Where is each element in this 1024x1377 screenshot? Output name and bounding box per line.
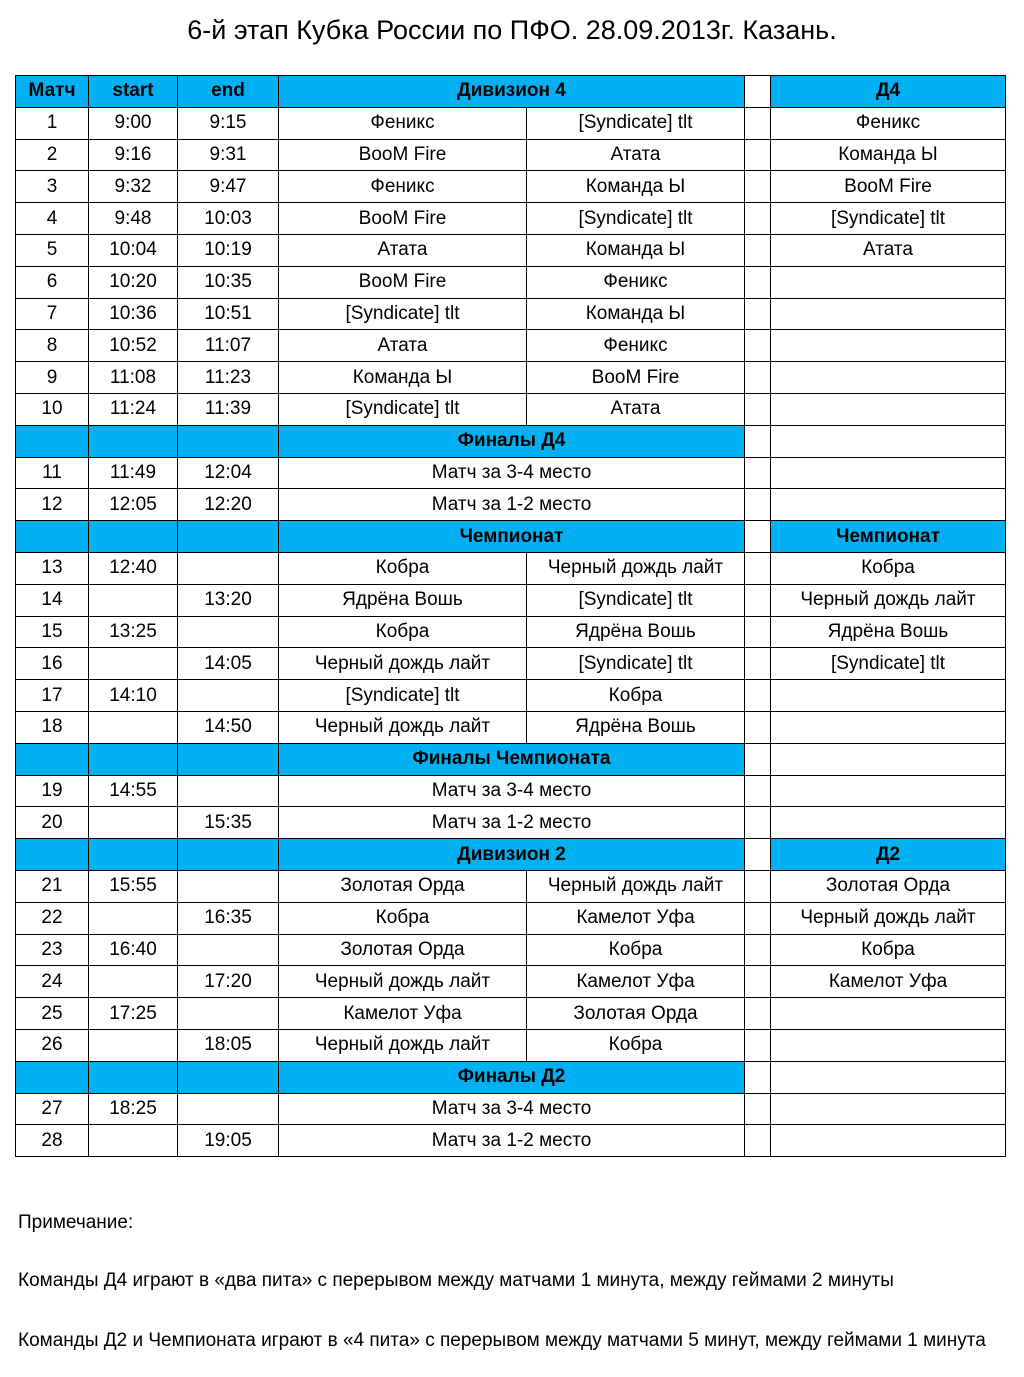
standing-team: [771, 489, 1006, 521]
start-time: 18:25: [89, 1093, 178, 1125]
start-time: 11:08: [89, 362, 178, 394]
start-time: 14:10: [89, 680, 178, 712]
spacer-cell: [745, 330, 771, 362]
spacer-cell: [745, 648, 771, 680]
team-1: BooM Fire: [279, 266, 527, 298]
end-time: 9:15: [178, 107, 279, 139]
team-1: Камелот Уфа: [279, 998, 527, 1030]
team-1: Команда Ы: [279, 362, 527, 394]
final-label: Матч за 3-4 место: [279, 1093, 745, 1125]
team-1: Черный дождь лайт: [279, 966, 527, 998]
section-blank-cell: [178, 425, 279, 457]
end-time: 10:19: [178, 234, 279, 266]
spacer-cell: [745, 489, 771, 521]
match-number: 23: [16, 934, 89, 966]
match-row: [16, 680, 1006, 712]
team-1: Ядрёна Вошь: [279, 584, 527, 616]
spacer-cell: [745, 552, 771, 584]
team-2: [Syndicate] tlt: [527, 648, 745, 680]
end-time: 9:47: [178, 171, 279, 203]
match-row: [16, 934, 1006, 966]
standing-team: [771, 1029, 1006, 1061]
match-number: 17: [16, 680, 89, 712]
standing-team: [771, 1125, 1006, 1157]
team-2: Кобра: [527, 680, 745, 712]
notes-d4: Команды Д4 играют в «два пита» с перерывом между матчами 1 минута, между геймами 2 минуты: [18, 1270, 894, 1291]
final-row: [16, 1093, 1006, 1125]
match-row: [16, 139, 1006, 171]
start-time: [89, 966, 178, 998]
end-time: [178, 934, 279, 966]
spacer-cell: [745, 934, 771, 966]
section-right-title: Д2: [771, 839, 1006, 871]
match-number: 25: [16, 998, 89, 1030]
final-row: [16, 807, 1006, 839]
end-time: 11:39: [178, 393, 279, 425]
section-right-title: Чемпионат: [771, 521, 1006, 553]
spacer-cell: [745, 870, 771, 902]
end-time: 16:35: [178, 902, 279, 934]
spacer-cell: [745, 203, 771, 235]
end-time: 14:50: [178, 711, 279, 743]
section-blank-cell: [89, 743, 178, 775]
start-time: 13:25: [89, 616, 178, 648]
match-row: [16, 107, 1006, 139]
spacer-cell: [745, 1029, 771, 1061]
section-right-title: [771, 425, 1006, 457]
match-row: [16, 552, 1006, 584]
team-2: Черный дождь лайт: [527, 552, 745, 584]
start-time: 9:48: [89, 203, 178, 235]
section-right-title: [771, 743, 1006, 775]
start-time: [89, 584, 178, 616]
match-number: 8: [16, 330, 89, 362]
start-time: [89, 902, 178, 934]
match-number: 14: [16, 584, 89, 616]
header-row: [16, 76, 1006, 108]
end-time: 10:03: [178, 203, 279, 235]
spacer-cell: [745, 171, 771, 203]
standing-team: Кобра: [771, 934, 1006, 966]
start-time: 14:55: [89, 775, 178, 807]
notes: [18, 1208, 1008, 1356]
section-blank-cell: [89, 521, 178, 553]
notes-label: Примечание:: [18, 1212, 134, 1233]
spacer-cell: [745, 76, 771, 108]
final-row: [16, 489, 1006, 521]
start-time: 9:00: [89, 107, 178, 139]
spacer-cell: [745, 521, 771, 553]
spacer-cell: [745, 1125, 771, 1157]
spacer-cell: [745, 584, 771, 616]
team-2: Атата: [527, 393, 745, 425]
schedule-table: [15, 75, 1006, 1157]
team-1: [Syndicate] tlt: [279, 298, 527, 330]
team-2: [Syndicate] tlt: [527, 107, 745, 139]
section-right-title: [771, 1061, 1006, 1093]
match-row: [16, 648, 1006, 680]
standing-team: Черный дождь лайт: [771, 584, 1006, 616]
team-2: Ядрёна Вошь: [527, 711, 745, 743]
match-number: 13: [16, 552, 89, 584]
match-number: 24: [16, 966, 89, 998]
match-number: 4: [16, 203, 89, 235]
match-row: [16, 362, 1006, 394]
end-time: 9:31: [178, 139, 279, 171]
team-2: BooM Fire: [527, 362, 745, 394]
standing-team: [771, 807, 1006, 839]
spacer-cell: [745, 1093, 771, 1125]
start-time: 15:55: [89, 870, 178, 902]
spacer-cell: [745, 139, 771, 171]
standing-team: [771, 1093, 1006, 1125]
team-2: Атата: [527, 139, 745, 171]
standing-team: [771, 775, 1006, 807]
final-label: Матч за 3-4 место: [279, 775, 745, 807]
spacer-cell: [745, 680, 771, 712]
match-row: [16, 584, 1006, 616]
section-title: Финалы Д2: [279, 1061, 745, 1093]
spacer-cell: [745, 393, 771, 425]
end-time: 11:07: [178, 330, 279, 362]
team-2: Феникс: [527, 330, 745, 362]
match-row: [16, 330, 1006, 362]
end-time: 11:23: [178, 362, 279, 394]
section-blank-cell: [178, 1061, 279, 1093]
start-time: 11:49: [89, 457, 178, 489]
header-division: Дивизион 4: [279, 76, 745, 108]
match-row: [16, 711, 1006, 743]
standing-team: [771, 330, 1006, 362]
match-number: 18: [16, 711, 89, 743]
team-1: Атата: [279, 330, 527, 362]
end-time: 18:05: [178, 1029, 279, 1061]
start-time: 12:40: [89, 552, 178, 584]
start-time: [89, 711, 178, 743]
match-row: [16, 870, 1006, 902]
section-blank-cell: [178, 839, 279, 871]
section-title: Чемпионат: [279, 521, 745, 553]
start-time: 10:36: [89, 298, 178, 330]
standing-team: [771, 680, 1006, 712]
match-row: [16, 902, 1006, 934]
match-number: 10: [16, 393, 89, 425]
match-row: [16, 966, 1006, 998]
match-number: 28: [16, 1125, 89, 1157]
start-time: 10:04: [89, 234, 178, 266]
match-number: 21: [16, 870, 89, 902]
section-blank-cell: [16, 743, 89, 775]
match-number: 15: [16, 616, 89, 648]
spacer-cell: [745, 107, 771, 139]
start-time: [89, 648, 178, 680]
final-row: [16, 457, 1006, 489]
match-row: [16, 203, 1006, 235]
end-time: 10:35: [178, 266, 279, 298]
standing-team: Команда Ы: [771, 139, 1006, 171]
section-row: [16, 743, 1006, 775]
team-1: Черный дождь лайт: [279, 648, 527, 680]
final-label: Матч за 1-2 место: [279, 1125, 745, 1157]
start-time: 9:32: [89, 171, 178, 203]
spacer-cell: [745, 1061, 771, 1093]
team-2: Феникс: [527, 266, 745, 298]
standing-team: Черный дождь лайт: [771, 902, 1006, 934]
end-time: 12:20: [178, 489, 279, 521]
match-number: 22: [16, 902, 89, 934]
team-1: Феникс: [279, 171, 527, 203]
end-time: 15:35: [178, 807, 279, 839]
spacer-cell: [745, 362, 771, 394]
match-number: 7: [16, 298, 89, 330]
end-time: [178, 1093, 279, 1125]
match-number: 2: [16, 139, 89, 171]
standing-team: Феникс: [771, 107, 1006, 139]
match-number: 1: [16, 107, 89, 139]
match-row: [16, 266, 1006, 298]
start-time: [89, 1125, 178, 1157]
end-time: 13:20: [178, 584, 279, 616]
match-number: 16: [16, 648, 89, 680]
section-row: [16, 521, 1006, 553]
header-match: Матч: [16, 76, 89, 108]
standing-team: [771, 457, 1006, 489]
end-time: 10:51: [178, 298, 279, 330]
start-time: 11:24: [89, 393, 178, 425]
start-time: [89, 1029, 178, 1061]
standing-team: [Syndicate] tlt: [771, 203, 1006, 235]
standing-team: [Syndicate] tlt: [771, 648, 1006, 680]
standing-team: Ядрёна Вошь: [771, 616, 1006, 648]
header-end: end: [178, 76, 279, 108]
spacer-cell: [745, 234, 771, 266]
standing-team: BooM Fire: [771, 171, 1006, 203]
match-row: [16, 393, 1006, 425]
spacer-cell: [745, 966, 771, 998]
end-time: [178, 870, 279, 902]
match-number: 20: [16, 807, 89, 839]
standing-team: [771, 998, 1006, 1030]
section-row: [16, 839, 1006, 871]
team-1: Кобра: [279, 552, 527, 584]
match-number: 12: [16, 489, 89, 521]
standing-team: Золотая Орда: [771, 870, 1006, 902]
section-blank-cell: [89, 1061, 178, 1093]
start-time: 12:05: [89, 489, 178, 521]
match-number: 6: [16, 266, 89, 298]
team-1: Черный дождь лайт: [279, 711, 527, 743]
notes-d2: Команды Д2 и Чемпионата играют в «4 пита» с перерывом между матчами 5 минут, между геймами 1 минута: [18, 1330, 986, 1351]
section-blank-cell: [16, 425, 89, 457]
team-1: BooM Fire: [279, 139, 527, 171]
team-2: Команда Ы: [527, 171, 745, 203]
section-title: Финалы Д4: [279, 425, 745, 457]
end-time: 19:05: [178, 1125, 279, 1157]
standing-team: [771, 711, 1006, 743]
spacer-cell: [745, 775, 771, 807]
page-title: 6-й этап Кубка России по ПФО. 28.09.2013г. Казань.: [187, 15, 837, 45]
team-1: [Syndicate] tlt: [279, 680, 527, 712]
spacer-cell: [745, 266, 771, 298]
match-number: 3: [16, 171, 89, 203]
match-number: 27: [16, 1093, 89, 1125]
team-2: Золотая Орда: [527, 998, 745, 1030]
standing-team: Камелот Уфа: [771, 966, 1006, 998]
team-1: Золотая Орда: [279, 934, 527, 966]
match-row: [16, 234, 1006, 266]
end-time: 17:20: [178, 966, 279, 998]
start-time: [89, 807, 178, 839]
final-label: Матч за 1-2 место: [279, 489, 745, 521]
match-row: [16, 998, 1006, 1030]
section-blank-cell: [16, 839, 89, 871]
team-1: Кобра: [279, 616, 527, 648]
spacer-cell: [745, 425, 771, 457]
section-blank-cell: [89, 425, 178, 457]
spacer-cell: [745, 298, 771, 330]
section-blank-cell: [178, 743, 279, 775]
team-2: Камелот Уфа: [527, 902, 745, 934]
team-2: Черный дождь лайт: [527, 870, 745, 902]
section-blank-cell: [16, 521, 89, 553]
team-2: Ядрёна Вошь: [527, 616, 745, 648]
standing-team: [771, 393, 1006, 425]
start-time: 9:16: [89, 139, 178, 171]
team-1: Черный дождь лайт: [279, 1029, 527, 1061]
final-label: Матч за 3-4 место: [279, 457, 745, 489]
team-2: Команда Ы: [527, 234, 745, 266]
standing-team: Атата: [771, 234, 1006, 266]
end-time: [178, 552, 279, 584]
team-1: Кобра: [279, 902, 527, 934]
start-time: 10:52: [89, 330, 178, 362]
match-row: [16, 616, 1006, 648]
section-blank-cell: [89, 839, 178, 871]
spacer-cell: [745, 902, 771, 934]
team-2: Кобра: [527, 1029, 745, 1061]
team-1: BooM Fire: [279, 203, 527, 235]
team-2: [Syndicate] tlt: [527, 203, 745, 235]
match-number: 26: [16, 1029, 89, 1061]
match-row: [16, 298, 1006, 330]
team-2: Команда Ы: [527, 298, 745, 330]
start-time: 16:40: [89, 934, 178, 966]
standing-team: [771, 298, 1006, 330]
section-row: [16, 425, 1006, 457]
final-label: Матч за 1-2 место: [279, 807, 745, 839]
spacer-cell: [745, 616, 771, 648]
match-number: 9: [16, 362, 89, 394]
team-1: Феникс: [279, 107, 527, 139]
spacer-cell: [745, 743, 771, 775]
end-time: [178, 616, 279, 648]
match-row: [16, 171, 1006, 203]
end-time: 14:05: [178, 648, 279, 680]
team-1: [Syndicate] tlt: [279, 393, 527, 425]
section-blank-cell: [16, 1061, 89, 1093]
match-number: 5: [16, 234, 89, 266]
spacer-cell: [745, 998, 771, 1030]
final-row: [16, 775, 1006, 807]
section-title: Финалы Чемпионата: [279, 743, 745, 775]
team-1: Золотая Орда: [279, 870, 527, 902]
end-time: 12:04: [178, 457, 279, 489]
spacer-cell: [745, 457, 771, 489]
section-row: [16, 1061, 1006, 1093]
start-time: 17:25: [89, 998, 178, 1030]
standing-team: [771, 266, 1006, 298]
spacer-cell: [745, 807, 771, 839]
team-2: Камелот Уфа: [527, 966, 745, 998]
end-time: [178, 680, 279, 712]
section-title: Дивизион 2: [279, 839, 745, 871]
end-time: [178, 775, 279, 807]
match-number: 19: [16, 775, 89, 807]
end-time: [178, 998, 279, 1030]
team-2: Кобра: [527, 934, 745, 966]
match-row: [16, 1029, 1006, 1061]
header-right: Д4: [771, 76, 1006, 108]
team-2: [Syndicate] tlt: [527, 584, 745, 616]
final-row: [16, 1125, 1006, 1157]
standing-team: Кобра: [771, 552, 1006, 584]
section-blank-cell: [178, 521, 279, 553]
spacer-cell: [745, 839, 771, 871]
match-number: 11: [16, 457, 89, 489]
standing-team: [771, 362, 1006, 394]
start-time: 10:20: [89, 266, 178, 298]
header-start: start: [89, 76, 178, 108]
team-1: Атата: [279, 234, 527, 266]
spacer-cell: [745, 711, 771, 743]
